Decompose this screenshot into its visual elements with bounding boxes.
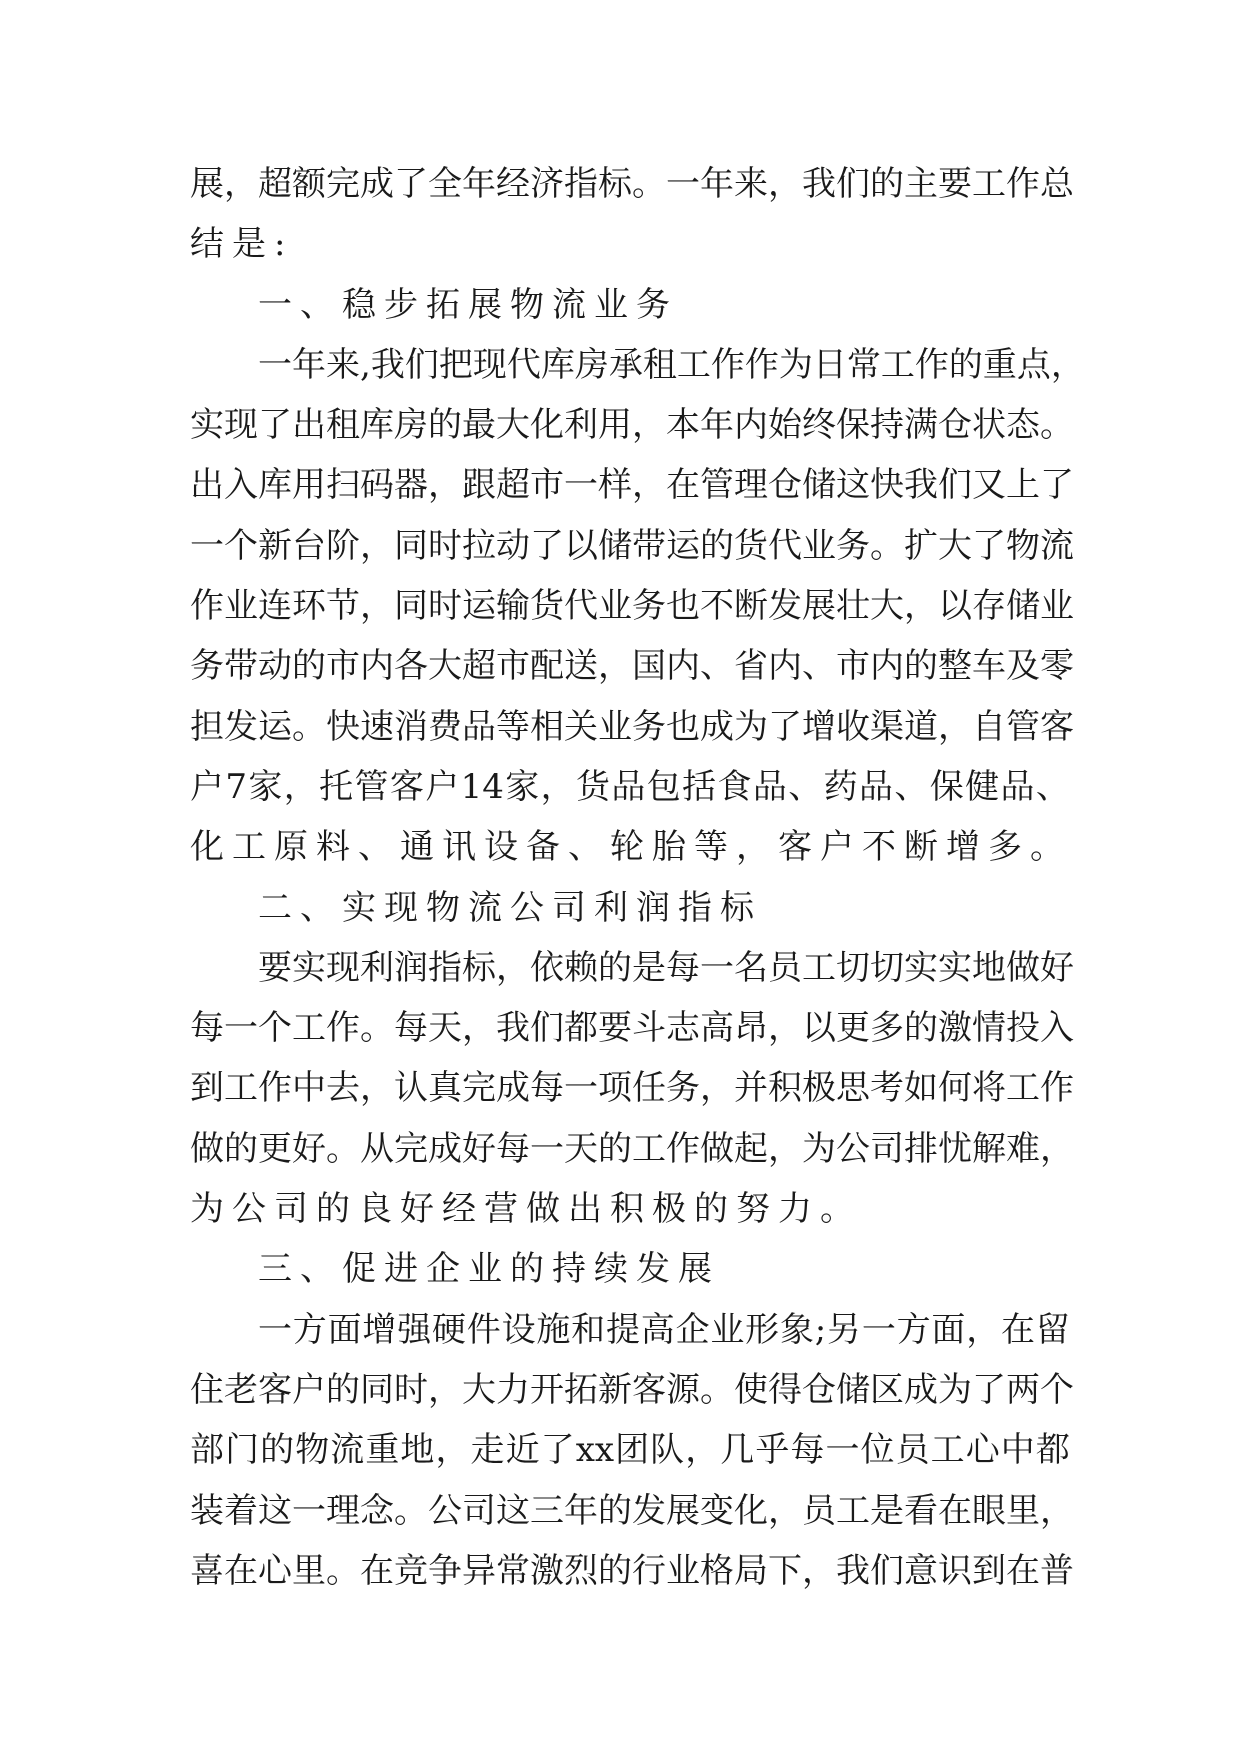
text-line: 实 现 了 出 租 库 房 的 最 大 化 利 用 ， 本 年 内 始 终 保 持 满 仓 状 态 。 (190, 405, 1074, 446)
section-heading: 三、促进企业的持续发展 (258, 1249, 720, 1290)
text-line: 要 实 现 利 润 指 标 ， 依 赖 的 是 每 一 名 员 工 切 切 实 实 地 做 好 (258, 947, 1074, 988)
document-body (190, 154, 1085, 1601)
text-line: 户 7 家 ， 托 管 客 户 14 家 ， 货 品 包 括 食 品 、 药 品 、 保 健 品 、 (190, 766, 1070, 807)
text-line: 出 入 库 用 扫 码 器 ， 跟 超 市 一 样 ， 在 管 理 仓 储 这 快 我 们 又 上 了 (190, 465, 1074, 506)
text-line: 做 的 更 好 。 从 完 成 好 每 一 天 的 工 作 做 起 ， 为 公 司 排 忧 解 难 ， (190, 1128, 1074, 1169)
text-line: 担 发 运 。 快 速 消 费 品 等 相 关 业 务 也 成 为 了 增 收 渠 道 ， 自 管 客 (190, 706, 1074, 747)
text-line: 装 着 这 一 理 念 。 公 司 这 三 年 的 发 展 变 化 ， 员 工 是 看 在 眼 里 ， (190, 1490, 1074, 1531)
text-line: 部 门 的 物 流 重 地 ， 走 近 了 xx 团 队 ， 几 乎 每 一 位 员 工 心 中 都 (190, 1430, 1070, 1471)
text-line: 展 ， 超 额 完 成 了 全 年 经 济 指 标 。 一 年 来 ， 我 们 的 主 要 工 作 总 (190, 164, 1074, 204)
text-line: 化工原料、通讯设备、轮胎等，客户不断增多。 (190, 827, 1072, 868)
text-line: 到 工 作 中 去 ， 认 真 完 成 每 一 项 任 务 ， 并 积 极 思 考 如 何 将 工 作 (190, 1068, 1074, 1109)
text-line: 作 业 连 环 节 ， 同 时 运 输 货 代 业 务 也 不 断 发 展 壮 大 ， 以 存 储 业 (190, 586, 1074, 627)
text-line: 为公司的良好经营做出积极的努力。 (190, 1189, 862, 1230)
text-line: 喜 在 心 里 。 在 竞 争 异 常 激 烈 的 行 业 格 局 下 ， 我 们 意 识 到 在 普 (190, 1550, 1074, 1591)
section-heading: 二、实现物流公司利润指标 (258, 887, 762, 928)
text-line: 务 带 动 的 市 内 各 大 超 市 配 送 ， 国 内 、 省 内 、 市 内 的 整 车 及 零 (190, 646, 1074, 687)
text-line: 每 一 个 工 作 。 每 天 ， 我 们 都 要 斗 志 高 昂 ， 以 更 多 的 激 情 投 入 (190, 1008, 1074, 1049)
text-line: 一 方 面 增 强 硬 件 设 施 和 提 高 企 业 形 象 ; 另 一 方 面 ， 在 留 (258, 1309, 1070, 1350)
section-heading: 一、稳步拓展物流业务 (258, 284, 678, 325)
text-line: 一 个 新 台 阶 ， 同 时 拉 动 了 以 储 带 运 的 货 代 业 务 。 扩 大 了 物 流 (190, 525, 1074, 566)
text-line: 结是: (190, 224, 294, 265)
text-line: 一 年 来 , 我 们 把 现 代 库 房 承 租 工 作 作 为 日 常 工 作 的 重 点 ， (258, 344, 1085, 385)
text-line: 住 老 客 户 的 同 时 ， 大 力 开 拓 新 客 源 。 使 得 仓 储 区 成 为 了 两 个 (190, 1369, 1074, 1410)
